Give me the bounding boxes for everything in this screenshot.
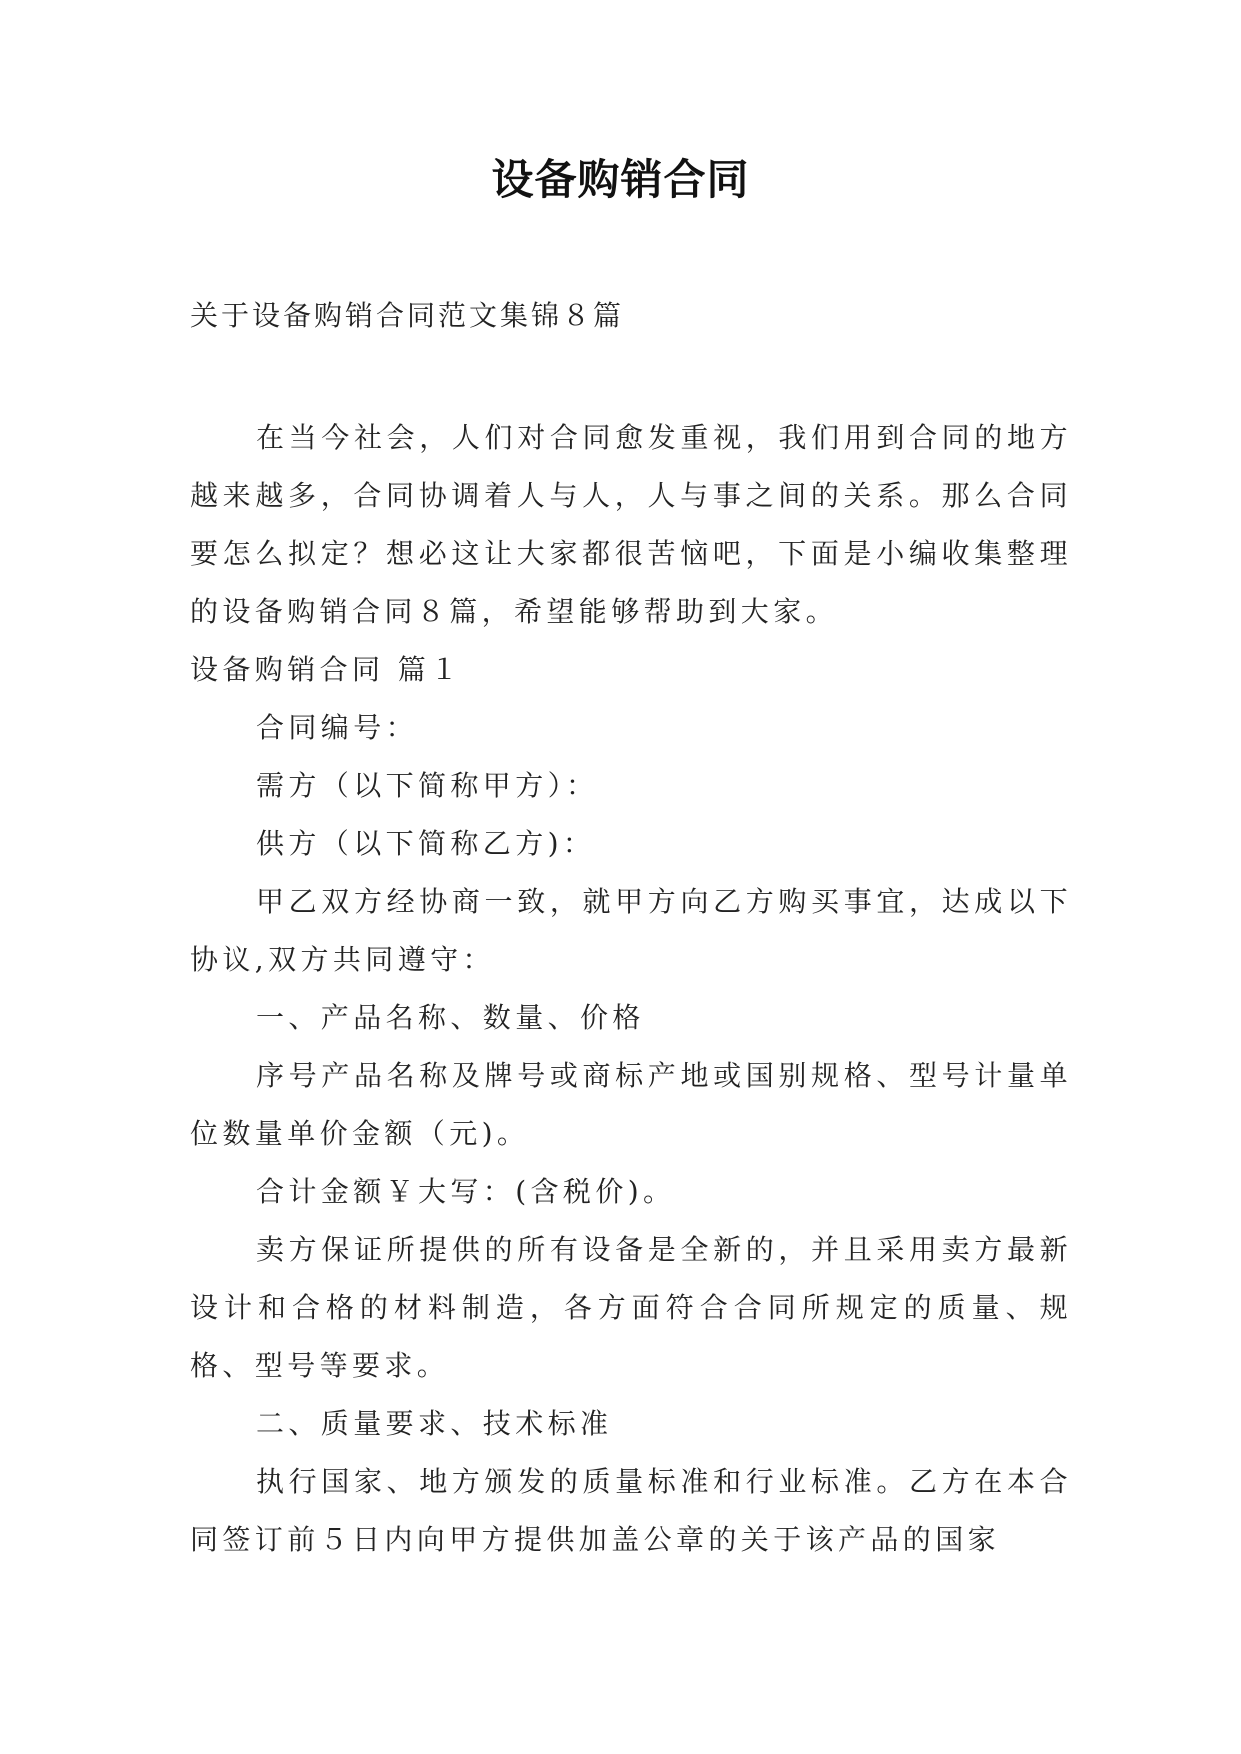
clause-heading-1: 一、产品名称、数量、价格 [256, 1001, 645, 1034]
paragraph-seller: 供方（以下简称乙方)： [256, 827, 596, 860]
document-body [190, 409, 1072, 1569]
clause-heading-2: 二、质量要求、技术标准 [256, 1407, 613, 1440]
paragraph-agreement: 甲乙双方经协商一致，就甲方向乙方购买事宜，达成以下协议,双方共同遵守： [190, 885, 1072, 976]
paragraph-product-columns: 序号产品名称及牌号或商标产地或国别规格、型号计量单位数量单价金额（元)。 [190, 1059, 1072, 1150]
document-subtitle: 关于设备购销合同范文集锦８篇 [190, 299, 625, 332]
paragraph-seller-guarantee: 卖方保证所提供的所有设备是全新的，并且采用卖方最新设计和合格的材料制造，各方面符合合同所规定的质量、规格、型号等要求。 [190, 1233, 1072, 1382]
paragraph-standards: 执行国家、地方颁发的质量标准和行业标准。乙方在本合同签订前５日内向甲方提供加盖公章的关于该产品的国家 [190, 1465, 1072, 1556]
paragraph-total-amount: 合计金额￥大写：(含税价)。 [256, 1175, 676, 1208]
document-title: 设备购销合同 [491, 155, 750, 204]
paragraph-buyer: 需方（以下简称甲方）： [256, 769, 599, 802]
section-heading: 设备购销合同 篇１ [190, 653, 463, 686]
paragraph-contract-number: 合同编号： [256, 711, 419, 744]
paragraph-intro: 在当今社会，人们对合同愈发重视，我们用到合同的地方越来越多，合同协调着人与人，人与事之间的关系。那么合同要怎么拟定？想必这让大家都很苦恼吧，下面是小编收集整理的设备购销合同８篇，希望能够帮助到大家。 [190, 421, 1072, 628]
